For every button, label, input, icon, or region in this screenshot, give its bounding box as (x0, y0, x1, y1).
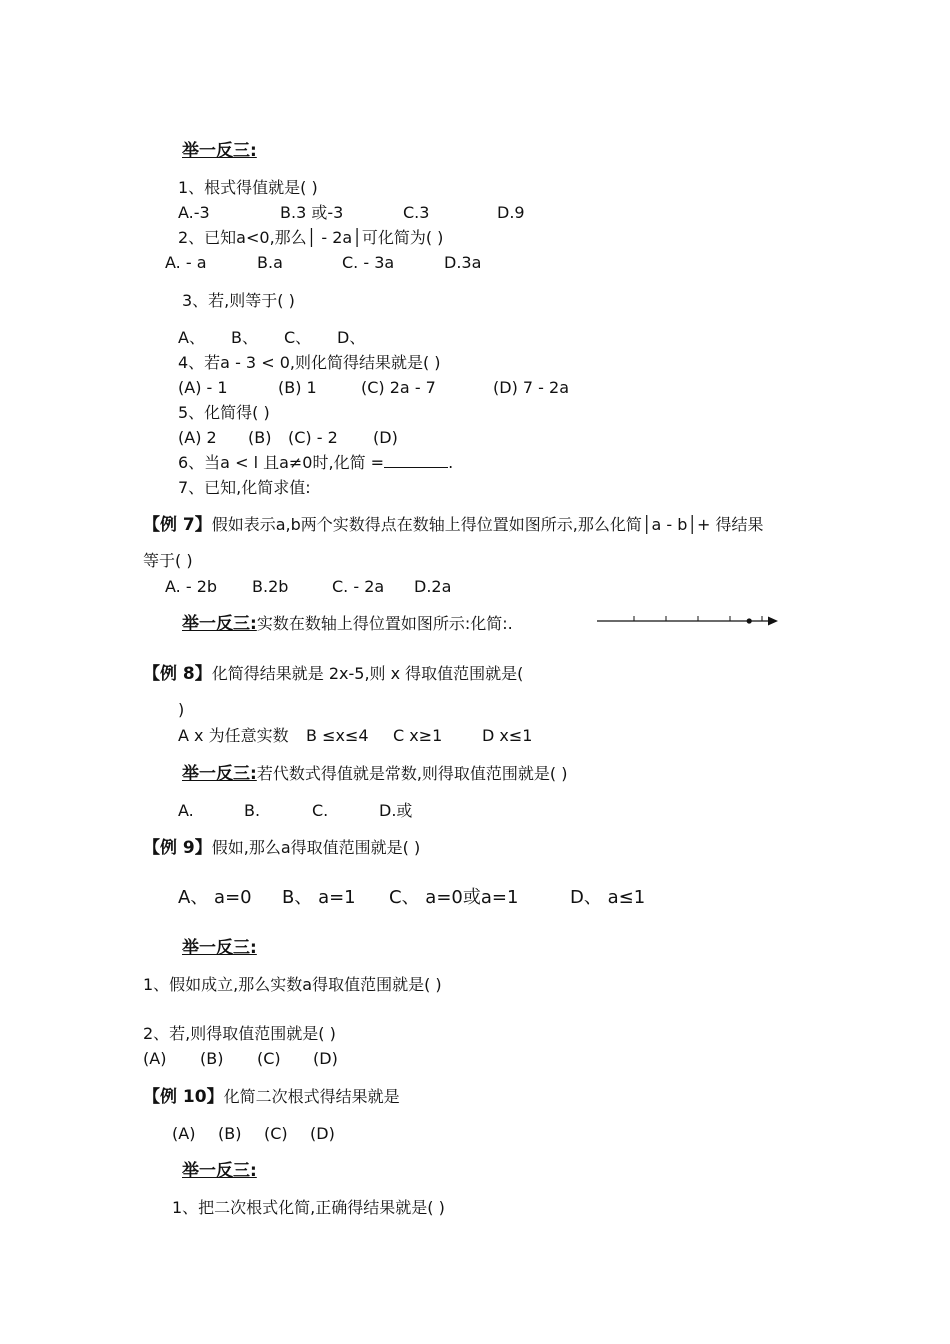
practice-heading-1: 举一反三: (182, 141, 257, 161)
number-line-arrow (768, 617, 778, 626)
ex10-option-c: (C) (264, 1124, 288, 1143)
ex9p2-option-c: (C) (257, 1049, 281, 1068)
ex9-practice-2: 2、若,则得取值范围就是( ) (143, 1024, 336, 1043)
example-10 (143, 1087, 400, 1107)
ex8-option-b: B ≤x≤4 (306, 726, 369, 745)
q5-option-c: (C) - 2 (288, 428, 338, 447)
ex10-option-d: (D) (310, 1124, 335, 1143)
example-8-cont: ) (178, 700, 185, 719)
q3-option-d: D、 (337, 328, 366, 347)
q3-option-c: C、 (284, 328, 312, 347)
ex9p2-option-a: (A) (143, 1049, 167, 1068)
q4-option-d: (D) 7 - 2a (493, 378, 569, 397)
practice-heading-5: 举一反三: (182, 1161, 257, 1181)
example-8-practice (182, 764, 567, 784)
practice-heading-4: 举一反三: (182, 938, 257, 958)
q5-option-b: (B) (248, 428, 272, 447)
q2-option-d: D.3a (444, 253, 482, 272)
example-7-cont: 等于( ) (143, 551, 193, 570)
q5-option-d: (D) (373, 428, 398, 447)
question-5: 5、化简得( ) (178, 403, 270, 422)
ex10-option-a: (A) (172, 1124, 196, 1143)
q1-option-d: D.9 (497, 203, 525, 222)
ex7-option-d: D.2a (414, 577, 452, 596)
example-10-label: 【例 10】 (143, 1087, 224, 1107)
example-7-text: 假如表示a,b两个实数得点在数轴上得位置如图所示,那么化简│a - b│+ 得结果 (211, 515, 764, 534)
ex10-practice-1: 1、把二次根式化简,正确得结果就是( ) (172, 1198, 445, 1217)
q3-option-b: B、 (231, 328, 258, 347)
ex10-option-b: (B) (218, 1124, 242, 1143)
example-10-text: 化简二次根式得结果就是 (223, 1087, 400, 1106)
ex8p-option-d: D.或 (379, 801, 413, 820)
ex8-option-a: A x 为任意实数 (178, 726, 289, 745)
question-2: 2、已知a<0,那么│ - 2a│可化简为( ) (178, 228, 444, 247)
number-line (596, 610, 782, 632)
q5-option-a: (A) 2 (178, 428, 217, 447)
question-4: 4、若a - 3 < 0,则化简得结果就是( ) (178, 353, 441, 372)
question-7: 7、已知,化简求值: (178, 478, 311, 497)
example-9-label: 【例 9】 (143, 838, 212, 858)
question-3: 3、若,则等于( ) (182, 291, 295, 310)
example-7 (143, 515, 764, 535)
example-9-text: 假如,那么a得取值范围就是( ) (211, 838, 421, 857)
q2-option-b: B.a (257, 253, 283, 272)
q2-option-c: C. - 3a (342, 253, 395, 272)
ex9-option-c: C、 a=0或a=1 (389, 887, 519, 908)
q1-option-a: A.-3 (178, 203, 210, 222)
example-7-practice (182, 614, 513, 634)
q3-option-a: A、 (178, 328, 205, 347)
example-7-practice-text: 实数在数轴上得位置如图所示:化简:. (256, 614, 513, 633)
ex8-option-c: C x≥1 (393, 726, 443, 745)
ex8p-option-b: B. (244, 801, 261, 820)
ex9-option-b: B、 a=1 (282, 887, 356, 908)
example-9 (143, 838, 420, 858)
ex8p-option-c: C. (312, 801, 329, 820)
q4-option-b: (B) 1 (278, 378, 317, 397)
number-line-point (747, 618, 752, 623)
ex8p-option-a: A. (178, 801, 194, 820)
ex9p2-option-b: (B) (200, 1049, 224, 1068)
ex9-practice-1: 1、假如成立,那么实数a得取值范围就是( ) (143, 975, 442, 994)
practice-heading-2: 举一反三: (182, 614, 257, 634)
question-6-end: . (448, 453, 454, 472)
q2-option-a: A. - a (165, 253, 207, 272)
ex8-option-d: D x≤1 (482, 726, 533, 745)
ex9p2-option-d: (D) (313, 1049, 338, 1068)
answer-blank (384, 453, 448, 468)
ex7-option-a: A. - 2b (165, 577, 218, 596)
example-7-label: 【例 7】 (143, 515, 212, 535)
ex7-option-c: C. - 2a (332, 577, 385, 596)
example-8-practice-text: 若代数式得值就是常数,则得取值范围就是( ) (256, 764, 568, 783)
example-8-text: 化简得结果就是 2x-5,则 x 得取值范围就是( (211, 664, 524, 683)
ex9-option-d: D、 a≤1 (570, 887, 646, 908)
example-8-label: 【例 8】 (143, 664, 212, 684)
ex7-option-b: B.2b (252, 577, 289, 596)
ex9-option-a: A、 a=0 (178, 887, 252, 908)
question-6-text: 6、当a < l 且a≠0时,化简 = (178, 453, 385, 472)
question-1: 1、根式得值就是( ) (178, 178, 318, 197)
practice-heading-3: 举一反三: (182, 764, 257, 784)
q1-option-c: C.3 (403, 203, 430, 222)
question-6 (178, 453, 453, 473)
example-8 (143, 664, 523, 684)
q1-option-b: B.3 或-3 (280, 203, 344, 222)
q4-option-a: (A) - 1 (178, 378, 228, 397)
q4-option-c: (C) 2a - 7 (361, 378, 436, 397)
